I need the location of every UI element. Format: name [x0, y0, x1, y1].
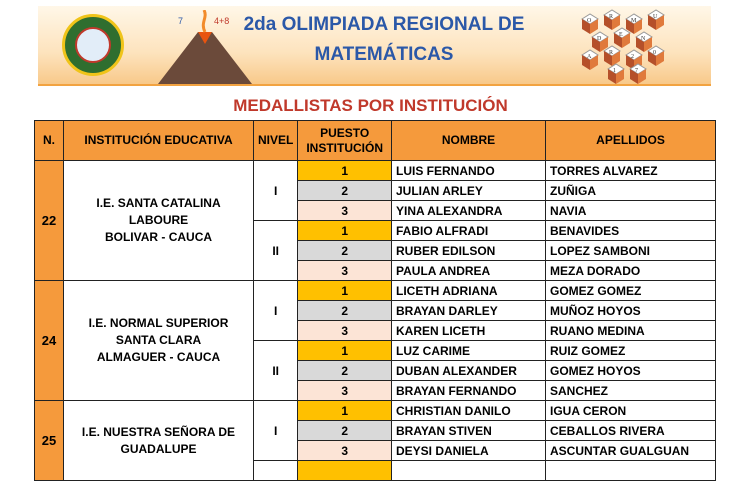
- logo-letter: R: [609, 50, 614, 56]
- student-name: CHRISTIAN DANILO: [392, 401, 546, 421]
- student-surname: NAVIA: [546, 201, 716, 221]
- logo-letter: R: [609, 14, 614, 20]
- logo-letter: 1: [613, 68, 616, 74]
- col-place-header: PUESTO INSTITUCIÓN: [298, 121, 392, 161]
- title-line2: MATEMÁTICAS: [314, 44, 454, 65]
- place-cell: 3: [298, 441, 392, 461]
- institution-name-line: GUADALUPE: [120, 441, 197, 456]
- svg-text:4+8: 4+8: [214, 16, 230, 26]
- student-name: BRAYAN STIVEN: [392, 421, 546, 441]
- student-surname: GOMEZ GOMEZ: [546, 281, 716, 301]
- student-surname: TORRES ALVAREZ: [546, 161, 716, 181]
- logo-letter: 0: [653, 50, 656, 56]
- student-name: PAULA ANDREA: [392, 261, 546, 281]
- institution-name-line: SANTA CLARA: [115, 333, 202, 347]
- place-cell: 3: [298, 201, 392, 221]
- level-cell: I: [254, 161, 298, 221]
- section-title: MEDALLISTAS POR INSTITUCIÓN: [233, 96, 508, 115]
- level-cell: II: [254, 341, 298, 401]
- student-name: YINA ALEXANDRA: [392, 201, 546, 221]
- student-name: BRAYAN DARLEY: [392, 301, 546, 321]
- student-surname: RUIZ GOMEZ: [546, 341, 716, 361]
- table-row: [35, 281, 716, 301]
- student-name: RUBER EDILSON: [392, 241, 546, 261]
- institution-name-line: BOLIVAR - CAUCA: [104, 230, 213, 244]
- place-cell: 3: [298, 261, 392, 281]
- header-banner: [38, 6, 711, 86]
- student-surname: MEZA DORADO: [546, 261, 716, 281]
- place-cell: 2: [298, 421, 392, 441]
- student-surname: ZUÑIGA: [546, 181, 716, 201]
- institution-name-line: I.E. SANTA CATALINA: [96, 196, 221, 210]
- col-surname-header: APELLIDOS: [546, 121, 716, 161]
- place-cell: 2: [298, 241, 392, 261]
- col-n-header: N.: [35, 121, 64, 161]
- logo-letter: D: [597, 36, 602, 42]
- logo-letter: M: [631, 18, 637, 24]
- institution-name: [64, 161, 254, 281]
- institution-name: [64, 401, 254, 481]
- student-surname: SANCHEZ: [546, 381, 716, 401]
- title-line1: 2da OLIMPIADA REGIONAL DE: [243, 14, 525, 35]
- student-surname: LOPEZ SAMBONI: [546, 241, 716, 261]
- place-cell: 2: [298, 361, 392, 381]
- place-cell: 1: [298, 401, 392, 421]
- institution-number: 22: [35, 161, 64, 281]
- student-name: JULIAN ARLEY: [392, 181, 546, 201]
- logo-letter: 7: [635, 68, 638, 74]
- place-cell: 3: [298, 381, 392, 401]
- institution-name-line: ALMAGUER - CAUCA: [96, 350, 221, 364]
- level-cell: I: [254, 401, 298, 461]
- col-institution-header: INSTITUCIÓN EDUCATIVA: [64, 121, 254, 161]
- student-name: DUBAN ALEXANDER: [392, 361, 546, 381]
- student-surname: GOMEZ HOYOS: [546, 361, 716, 381]
- logo-letter: 2: [631, 54, 634, 60]
- student-surname: BENAVIDES: [546, 221, 716, 241]
- place-cell: 1: [298, 221, 392, 241]
- col-name-header: NOMBRE: [392, 121, 546, 161]
- student-name: DEYSI DANIELA: [392, 441, 546, 461]
- logo-letter: E: [619, 32, 623, 38]
- level-cell: II: [254, 221, 298, 281]
- student-name: LUIS FERNANDO: [392, 161, 546, 181]
- svg-text:7: 7: [178, 16, 184, 26]
- student-surname: IGUA CERON: [546, 401, 716, 421]
- student-name: LUZ CARIME: [392, 341, 546, 361]
- student-name: LICETH ADRIANA: [392, 281, 546, 301]
- ormudenar-logo-icon: [568, 8, 674, 84]
- table-row: [35, 161, 716, 181]
- logo-letter: U: [653, 14, 658, 20]
- col-level-header: NIVEL: [254, 121, 298, 161]
- institution-number: 25: [35, 401, 64, 481]
- place-cell: 2: [298, 181, 392, 201]
- student-surname: RUANO MEDINA: [546, 321, 716, 341]
- medalists-table: [34, 120, 716, 481]
- place-cell: 1: [298, 161, 392, 181]
- student-surname: CEBALLOS RIVERA: [546, 421, 716, 441]
- institution-name: [64, 281, 254, 401]
- logo-letter: N: [641, 36, 646, 42]
- place-cell: 3: [298, 321, 392, 341]
- student-name: FABIO ALFRADI: [392, 221, 546, 241]
- student-surname: MUÑOZ HOYOS: [546, 301, 716, 321]
- place-cell: 1: [298, 341, 392, 361]
- institution-number: 24: [35, 281, 64, 401]
- level-cell: I: [254, 281, 298, 341]
- table-row: [35, 401, 716, 421]
- place-cell: 1: [298, 281, 392, 301]
- institution-name-line: I.E. NUESTRA SEÑORA DE: [81, 424, 236, 439]
- institution-seal-icon: [62, 14, 124, 76]
- place-cell: 2: [298, 301, 392, 321]
- logo-letter: O: [587, 18, 592, 24]
- student-name: BRAYAN FERNANDO: [392, 381, 546, 401]
- student-surname: ASCUNTAR GUALGUAN: [546, 441, 716, 461]
- institution-name-line: LABOURE: [128, 213, 189, 227]
- logo-letter: A: [587, 54, 592, 60]
- institution-name-line: I.E. NORMAL SUPERIOR: [88, 316, 229, 330]
- student-name: KAREN LICETH: [392, 321, 546, 341]
